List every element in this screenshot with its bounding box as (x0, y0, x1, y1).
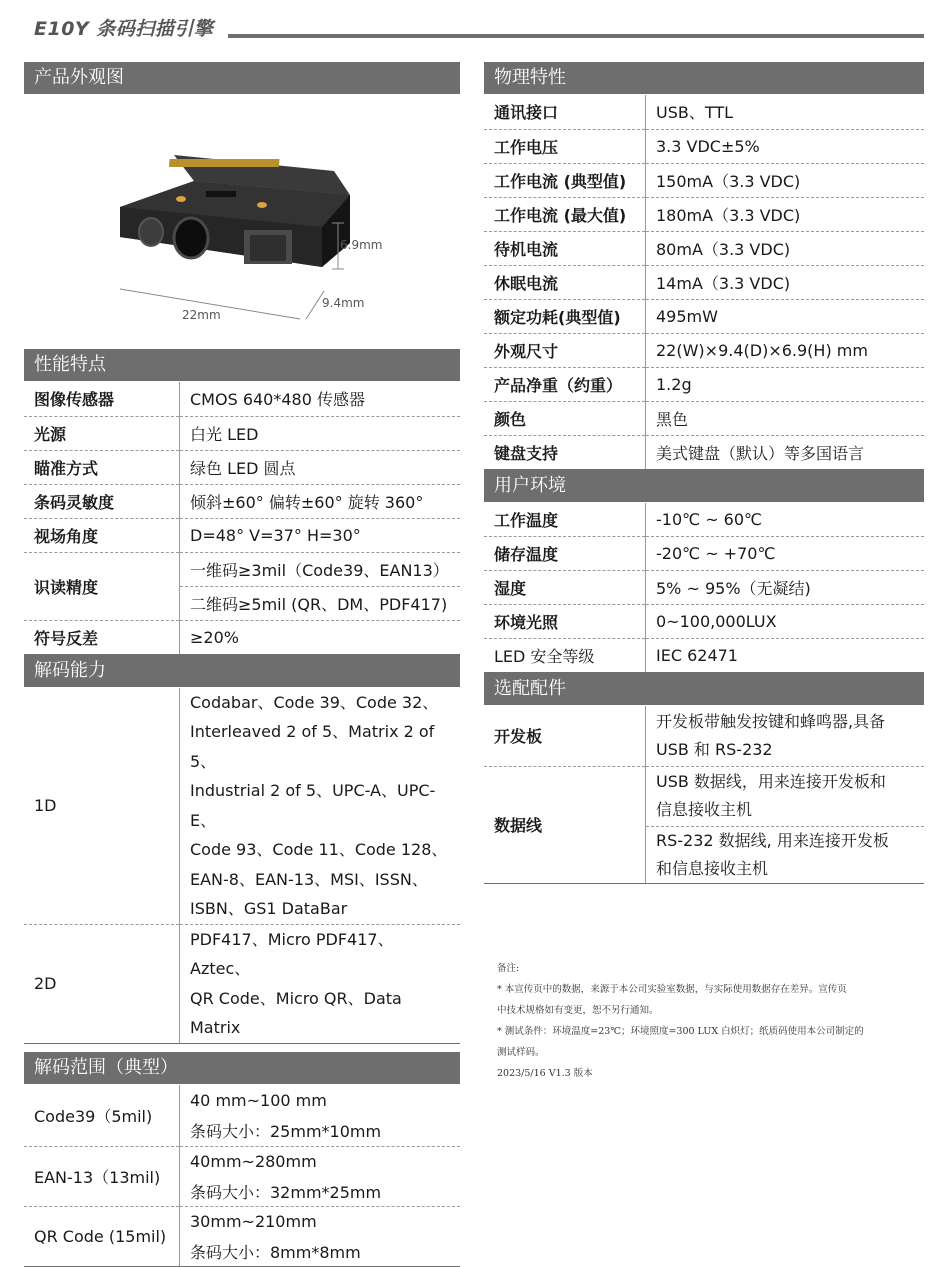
symbology-line: ISBN、GS1 DataBar (190, 894, 452, 924)
spec-value: 白光 LED (180, 416, 461, 450)
spec-value: 3.3 VDC±5% (646, 129, 925, 163)
spec-key: 工作电流 (最大值) (484, 197, 646, 231)
spec-value: 0~100,000LUX (646, 605, 925, 639)
spec-value: CMOS 640*480 传感器 (180, 382, 461, 416)
spec-key: 键盘支持 (484, 435, 646, 469)
table-row (24, 1147, 460, 1177)
spec-key: 视场角度 (24, 518, 180, 552)
table-row (484, 367, 924, 401)
spec-key: QR Code (15mil) (24, 1207, 180, 1267)
spec-key: 光源 (24, 416, 180, 450)
spec-value (646, 706, 925, 766)
section-range-title: 解码范围（典型） (24, 1052, 460, 1085)
table-row (484, 231, 924, 265)
performance-table (24, 382, 460, 655)
spec-value: 5% ~ 95%（无凝结) (646, 571, 925, 605)
spec-value: 495mW (646, 299, 925, 333)
accessory-line: RS-232 数据线, 用来连接开发板 (656, 827, 916, 855)
symbology-line: Interleaved 2 of 5、Matrix 2 of 5、 (190, 717, 452, 776)
spec-value: -20℃ ~ +70℃ (646, 537, 925, 571)
spec-key: LED 安全等级 (484, 639, 646, 673)
spec-value: 1.2g (646, 367, 925, 401)
spec-key: 通讯接口 (484, 95, 646, 129)
spec-key: 瞄准方式 (24, 450, 180, 484)
spec-value (646, 766, 925, 826)
spec-value: 180mA（3.3 VDC) (646, 197, 925, 231)
spec-key: 开发板 (484, 706, 646, 766)
spec-key: 休眠电流 (484, 265, 646, 299)
table-row (24, 1085, 460, 1116)
physical-table (484, 95, 924, 470)
table-row (484, 265, 924, 299)
accessory-line: 信息接收主机 (656, 796, 916, 824)
spec-value: 黑色 (646, 401, 925, 435)
table-row (484, 706, 924, 766)
spec-key: 湿度 (484, 571, 646, 605)
spec-value: 80mA（3.3 VDC) (646, 231, 925, 265)
spec-value: USB、TTL (646, 95, 925, 129)
spec-value: 条码大小：8mm*8mm (180, 1237, 461, 1267)
accessory-line: USB 数据线，用来连接开发板和 (656, 768, 916, 796)
spec-value (180, 688, 461, 925)
spec-value: 二维码≥5mil (QR、DM、PDF417) (180, 586, 461, 620)
spec-key: 条码灵敏度 (24, 484, 180, 518)
decode-table (24, 688, 460, 1044)
table-row (24, 620, 460, 654)
table-row (24, 382, 460, 416)
footnote-line: * 测试条件：环境温度=23℃；环境照度=300 LUX 白炽灯；纸质码使用本公司制定的 (497, 1021, 917, 1042)
table-row (24, 484, 460, 518)
spec-value: 美式键盘（默认）等多国语言 (646, 435, 925, 469)
table-row (484, 299, 924, 333)
table-row (484, 401, 924, 435)
spec-value: 40mm~280mm (180, 1147, 461, 1177)
left-column (24, 62, 460, 1267)
spec-value: 条码大小：32mm*25mm (180, 1177, 461, 1207)
symbology-line: PDF417、Micro PDF417、Aztec、 (190, 925, 452, 984)
table-row (484, 333, 924, 367)
spec-value (180, 924, 461, 1043)
spec-key: 符号反差 (24, 620, 180, 654)
section-appearance-title: 产品外观图 (24, 62, 460, 95)
table-row (24, 450, 460, 484)
footnotes (497, 958, 917, 1084)
symbology-line: Industrial 2 of 5、UPC-A、UPC-E、 (190, 776, 452, 835)
table-row (484, 605, 924, 639)
spec-key: 产品净重（约重） (484, 367, 646, 401)
range-table (24, 1085, 460, 1267)
table-row (484, 503, 924, 537)
footnote-version: 2023/5/16 V1.3 版本 (497, 1063, 917, 1084)
spec-key: 储存温度 (484, 537, 646, 571)
spec-value: IEC 62471 (646, 639, 925, 673)
spec-key: 1D (24, 688, 180, 925)
symbology-line: EAN-8、EAN-13、MSI、ISSN、 (190, 865, 452, 895)
table-row (484, 639, 924, 673)
spec-key: 环境光照 (484, 605, 646, 639)
spec-value: 14mA（3.3 VDC) (646, 265, 925, 299)
accessories-table (484, 706, 924, 884)
footnote-line: 测试样码。 (497, 1042, 917, 1063)
spec-value: 倾斜±60° 偏转±60° 旋转 360° (180, 484, 461, 518)
spec-value: D=48° V=37° H=30° (180, 518, 461, 552)
spec-value (646, 826, 925, 883)
spec-value: 一维码≥3mil（Code39、EAN13） (180, 552, 461, 586)
spec-key: 识读精度 (24, 552, 180, 620)
table-row (24, 552, 460, 586)
spec-value: 条码大小：25mm*10mm (180, 1116, 461, 1147)
product-photo (24, 95, 460, 349)
section-accessories-title: 选配配件 (484, 673, 924, 706)
dimension-depth-label: 9.4mm (322, 296, 364, 310)
spec-key: 外观尺寸 (484, 333, 646, 367)
accessory-line: USB 和 RS-232 (656, 736, 916, 764)
spec-value: ≥20% (180, 620, 461, 654)
table-row (484, 197, 924, 231)
spec-value: 30mm~210mm (180, 1207, 461, 1237)
symbology-line: QR Code、Micro QR、Data Matrix (190, 984, 452, 1043)
table-row (484, 129, 924, 163)
accessory-line: 和信息接收主机 (656, 855, 916, 883)
table-row (24, 924, 460, 1043)
spec-value: 绿色 LED 圆点 (180, 450, 461, 484)
spec-key: 数据线 (484, 766, 646, 883)
spec-key: 颜色 (484, 401, 646, 435)
spec-value: -10℃ ~ 60℃ (646, 503, 925, 537)
spec-key: 额定功耗(典型值) (484, 299, 646, 333)
footnotes-title: 备注: (497, 958, 917, 979)
section-performance-title: 性能特点 (24, 349, 460, 382)
section-decode-title: 解码能力 (24, 655, 460, 688)
spec-key: Code39（5mil) (24, 1085, 180, 1147)
spec-value: 150mA（3.3 VDC) (646, 163, 925, 197)
table-row (24, 1207, 460, 1237)
page-title: E10Y 条码扫描引擎 (34, 14, 213, 41)
spec-key: 工作电压 (484, 129, 646, 163)
header-rule (228, 34, 924, 38)
right-column (484, 62, 924, 884)
spec-value: 22(W)×9.4(D)×6.9(H) mm (646, 333, 925, 367)
spec-key: 图像传感器 (24, 382, 180, 416)
table-row (484, 163, 924, 197)
section-physical-title: 物理特性 (484, 62, 924, 95)
environment-table (484, 503, 924, 674)
footnote-line: 中技术规格如有变更，恕不另行通知。 (497, 1000, 917, 1021)
scanner-module-illustration (24, 95, 460, 349)
table-row (24, 416, 460, 450)
spec-key: 待机电流 (484, 231, 646, 265)
table-row (484, 766, 924, 826)
spec-key: 2D (24, 924, 180, 1043)
table-row (484, 571, 924, 605)
spec-key: 工作电流 (典型值) (484, 163, 646, 197)
symbology-line: Codabar、Code 39、Code 32、 (190, 688, 452, 718)
table-row (484, 95, 924, 129)
table-row (24, 518, 460, 552)
spec-value: 40 mm~100 mm (180, 1085, 461, 1116)
symbology-line: Code 93、Code 11、Code 128、 (190, 835, 452, 865)
table-row (484, 435, 924, 469)
footnote-line: * 本宣传页中的数据，来源于本公司实验室数据，与实际使用数据存在差异。宣传页 (497, 979, 917, 1000)
section-environment-title: 用户环境 (484, 470, 924, 503)
table-row (484, 537, 924, 571)
dimension-height-label: 6.9mm (340, 238, 382, 252)
spec-key: 工作温度 (484, 503, 646, 537)
table-row (24, 688, 460, 925)
spec-key: EAN-13（13mil) (24, 1147, 180, 1207)
dimension-width-label: 22mm (182, 308, 221, 322)
accessory-line: 开发板带触发按键和蜂鸣器,具备 (656, 708, 916, 736)
